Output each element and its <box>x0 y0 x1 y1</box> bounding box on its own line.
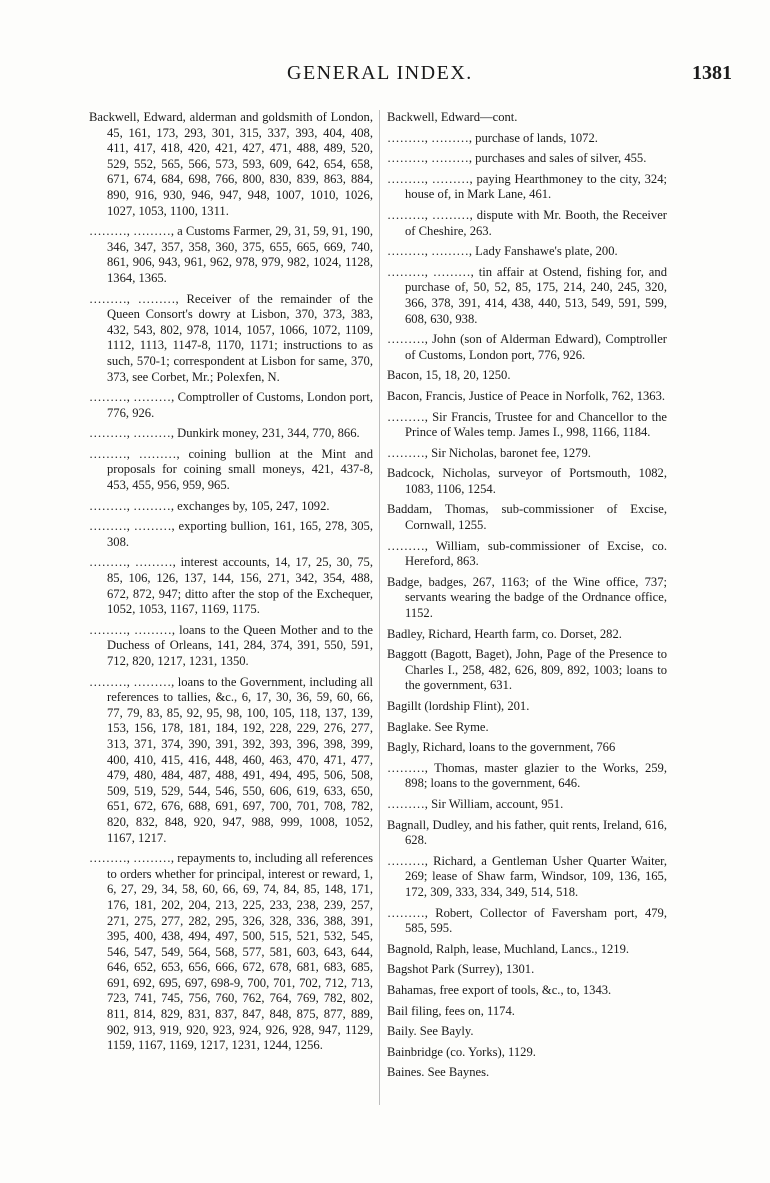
index-entry: ………, ………, purchases and sales of silver, 455. <box>387 151 647 166</box>
index-entry: Baines. See Baynes. <box>387 1065 490 1080</box>
index-entry: ………, Thomas, master glazier to the Works, 259, 898; loans to the government, 646. <box>387 760 667 791</box>
index-entry: Bacon, Francis, Justice of Peace in Norfolk, 762, 1363. <box>387 388 666 403</box>
index-entry: Bacon, 15, 18, 20, 1250. <box>387 368 511 383</box>
index-entry: Bagshot Park (Surrey), 1301. <box>387 962 535 977</box>
index-entry: Bail filing, fees on, 1174. <box>387 1003 515 1018</box>
index-entry: ………, ………, Comptroller of Customs, London port, 776, 926. <box>89 390 373 420</box>
index-entry: Baggott (Bagott, Baget), John, Page of the Presence to Charles I., 258, 482, 626, 809, 892, 1003; loans to the government, 631. <box>387 647 667 693</box>
index-entry: ………, John (son of Alderman Edward), Comptroller of Customs, London port, 776, 926. <box>387 332 667 362</box>
index-entry: Bahamas, free export of tools, &c., to, 1343. <box>387 982 612 997</box>
index-entry: ………, Richard, a Gentleman Usher Quarter Waiter, 269; lease of Shaw farm, Windsor, 109, 136, 165, 172, 309, 333, 334, 349, 514, 518. <box>387 853 667 899</box>
index-entry: ………, Robert, Collector of Faversham port, 479, 585, 595. <box>387 905 667 936</box>
index-entry: ………, ………, dispute with Mr. Booth, the Receiver of Cheshire, 263. <box>387 207 667 238</box>
right-index-column <box>387 110 667 1086</box>
index-entry: ………, Sir William, account, 951. <box>387 796 564 811</box>
index-entry: Backwell, Edward—cont. <box>387 110 518 124</box>
index-entry: Bagillt (lordship Flint), 201. <box>387 699 530 713</box>
index-entry: Baddam, Thomas, sub-commissioner of Excise, Cornwall, 1255. <box>387 502 667 533</box>
index-entry: ………, ………, Dunkirk money, 231, 344, 770, 866. <box>89 426 360 441</box>
index-entry: Bagly, Richard, loans to the government, 766 <box>387 740 616 755</box>
index-entry: ………, ………, paying Hearthmoney to the city, 324; house of, in Mark Lane, 461. <box>387 171 667 202</box>
index-entry: Baglake. See Ryme. <box>387 719 489 734</box>
index-entry: ………, ………, exchanges by, 105, 247, 1092. <box>89 498 330 513</box>
index-entry: ………, ………, loans to the Government, including all references to tallies, &c., 6, 17, 30, 36, 59, 60, 66, 77, 79, 83, 85, 92, 95, 98, 100, 105, 118, 137, 139, 153, 156, 178, 181, 184, 192, 228, 229, 276, 277, 313, 371, 374, 390, 391, 392, 393, 396, 398, 399, 400, 410, 415, 416, 448, 460, 463, 470, 471, 477, 479, 480, 484, 487, 488, 491, 494, 495, 506, 508, 509, 519, 529, 544, 546, 550, 606, 619, 633, 650, 651, 672, 676, 688, 691, 697, 700, 701, 708, 782, 820, 832, 848, 920, 947, 988, 999, 1008, 1052, 1167, 1217. <box>89 674 373 845</box>
index-entry: ………, ………, purchase of lands, 1072. <box>387 130 598 145</box>
index-entry: Bagnall, Dudley, and his father, quit rents, Ireland, 616, 628. <box>387 817 667 848</box>
index-entry: ………, ………, tin affair at Ostend, fishing for, and purchase of, 50, 52, 85, 175, 214, 240, 245, 320, 366, 378, 391, 414, 438, 440, 513, 549, 591, 599, 608, 630, 938. <box>387 264 667 326</box>
index-entry: Baily. See Bayly. <box>387 1024 474 1039</box>
index-entry: ………, ………, repayments to, including all references to orders whether for principal, interest or reward, 1, 6, 27, 29, 34, 58, 60, 66, 69, 74, 84, 85, 148, 171, 176, 181, 202, 204, 213, 225, 233, 238, 239, 257, 271, 275, 277, 282, 295, 326, 328, 336, 388, 391, 395, 400, 438, 494, 497, 500, 515, 521, 532, 545, 546, 547, 549, 564, 568, 577, 581, 603, 643, 644, 646, 652, 653, 656, 666, 672, 678, 681, 683, 685, 691, 692, 695, 697, 698-9, 700, 701, 702, 712, 713, 723, 741, 745, 756, 760, 762, 764, 769, 782, 802, 811, 814, 829, 831, 837, 847, 848, 875, 877, 889, 902, 913, 919, 920, 923, 924, 926, 928, 947, 1129, 1159, 1167, 1169, 1217, 1231, 1244, 1256. <box>89 851 373 1053</box>
index-entry: ………, ………, loans to the Queen Mother and to the Duchess of Orleans, 141, 284, 374, 391, 550, 591, 712, 820, 1217, 1231, 1350. <box>89 622 373 668</box>
index-entry: Bainbridge (co. Yorks), 1129. <box>387 1044 536 1059</box>
index-entry: ………, ………, Lady Fanshawe's plate, 200. <box>387 244 618 259</box>
index-entry: Badcock, Nicholas, surveyor of Portsmouth, 1082, 1083, 1106, 1254. <box>387 466 667 496</box>
left-index-column <box>89 110 373 1059</box>
index-entry: ………, ………, Receiver of the remainder of the Queen Consort's dowry at Lisbon, 370, 373, 383, 432, 543, 802, 978, 1014, 1057, 1066, 1072, 1109, 1112, 1113, 1147-8, 1170, 1171; instructions to as such, 570-1; correspondent at Lisbon for same, 370, 373, see Corbet, Mr.; Polexfen, N. <box>89 291 373 384</box>
index-entry: ………, ………, interest accounts, 14, 17, 25, 30, 75, 85, 106, 126, 137, 144, 156, 271, 342, 354, 488, 672, 872, 947; ditto after the stop of the Exchequer, 1052, 1053, 1167, 1169, 1175. <box>89 555 373 617</box>
index-entry: ………, William, sub-commissioner of Excise, co. Hereford, 863. <box>387 538 667 569</box>
column-divider <box>379 110 380 1105</box>
index-entry: ………, Sir Francis, Trustee for and Chancellor to the Prince of Wales temp. James I., 998, 1166, 1184. <box>387 409 667 440</box>
running-title: GENERAL INDEX. <box>287 62 473 84</box>
index-entry: Backwell, Edward, alderman and goldsmith of London, 45, 161, 173, 293, 301, 315, 337, 393, 404, 408, 411, 417, 418, 420, 421, 427, 471, 488, 489, 520, 529, 552, 565, 566, 573, 593, 609, 642, 654, 658, 671, 674, 684, 698, 766, 800, 830, 839, 863, 884, 890, 916, 930, 946, 947, 948, 1007, 1010, 1026, 1027, 1053, 1100, 1311. <box>89 110 373 218</box>
index-entry: Bagnold, Ralph, lease, Muchland, Lancs., 1219. <box>387 941 630 956</box>
index-entry: Badley, Richard, Hearth farm, co. Dorset, 282. <box>387 626 622 641</box>
page-number: 1381 <box>692 62 732 84</box>
index-entry: ………, ………, exporting bullion, 161, 165, 278, 305, 308. <box>89 519 373 549</box>
index-entry: ………, Sir Nicholas, baronet fee, 1279. <box>387 445 591 460</box>
index-entry: ………, ………, a Customs Farmer, 29, 31, 59, 91, 190, 346, 347, 357, 358, 360, 375, 655, 665, 669, 740, 861, 906, 943, 961, 962, 978, 979, 982, 1024, 1128, 1364, 1365. <box>89 224 373 285</box>
index-entry: ………, ………, coining bullion at the Mint and proposals for coining small moneys, 421, 437-8, 453, 455, 956, 959, 965. <box>89 446 373 493</box>
page-header <box>0 62 770 92</box>
index-entry: Badge, badges, 267, 1163; of the Wine office, 737; servants wearing the badge of the Ordnance office, 1152. <box>387 574 667 621</box>
